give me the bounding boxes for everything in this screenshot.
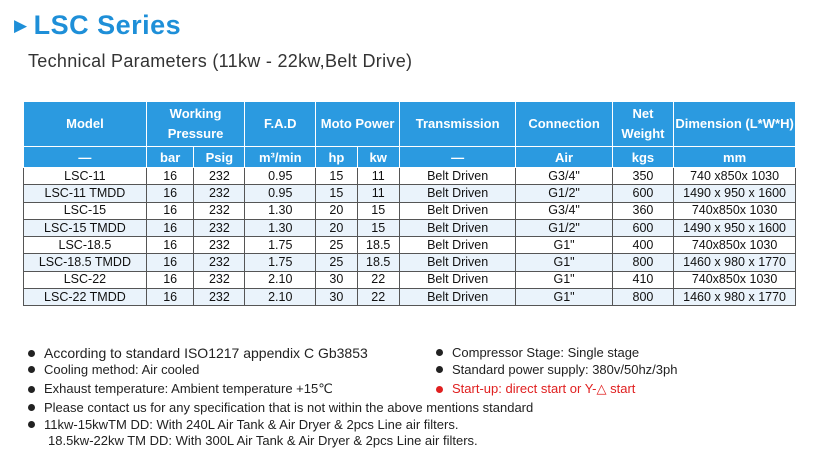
table-cell: 16	[146, 289, 194, 306]
unit-header: kw	[357, 147, 399, 168]
table-cell: 0.95	[245, 185, 316, 202]
table-cell: Belt Driven	[399, 219, 515, 236]
note-text: Standard power supply: 380v/50hz/3ph	[452, 362, 678, 377]
col-header-net-weight: Net Weight	[612, 102, 673, 147]
table-cell: 30	[316, 289, 357, 306]
unit-header: —	[24, 147, 147, 168]
table-cell: Belt Driven	[399, 202, 515, 219]
note-tank-large: 18.5kw-22kw TM DD: With 300L Air Tank & Air Dryer & 2pcs Line air filters.	[48, 433, 478, 448]
bullet-icon	[436, 366, 443, 373]
note-text: Please contact us for any specification that is not within the above mentions standard	[44, 400, 534, 415]
table-cell: 16	[146, 237, 194, 254]
col-header-moto-power: Moto Power	[316, 102, 400, 147]
table-cell: 232	[194, 237, 245, 254]
table-cell: 16	[146, 219, 194, 236]
table-cell: 16	[146, 271, 194, 288]
table-cell: G3/4"	[516, 202, 612, 219]
note-standard	[28, 345, 368, 361]
table-row	[24, 202, 796, 219]
table-cell: Belt Driven	[399, 185, 515, 202]
table-row	[24, 289, 796, 306]
table-cell: 1.75	[245, 237, 316, 254]
table-cell: G3/4"	[516, 168, 612, 185]
table-cell: 15	[316, 168, 357, 185]
note-text: According to standard ISO1217 appendix C Gb3853	[44, 345, 368, 361]
bullet-icon	[436, 349, 443, 356]
note-exhaust	[28, 381, 333, 397]
table-cell: LSC-18.5	[24, 237, 147, 254]
table-cell: G1"	[516, 289, 612, 306]
table-cell: 1490 x 950 x 1600	[674, 219, 796, 236]
note-text: Compressor Stage: Single stage	[452, 345, 640, 360]
table-row	[24, 168, 796, 185]
page-title	[14, 10, 181, 41]
table-cell: 18.5	[357, 237, 399, 254]
table-cell: 20	[316, 219, 357, 236]
table-cell: Belt Driven	[399, 237, 515, 254]
table-cell: 15	[357, 202, 399, 219]
table-cell: 22	[357, 289, 399, 306]
table-cell: 232	[194, 254, 245, 271]
table-cell: 25	[316, 254, 357, 271]
bullet-icon	[436, 386, 443, 393]
bullet-icon	[28, 386, 35, 393]
table-cell: 232	[194, 289, 245, 306]
bullet-icon	[28, 404, 35, 411]
note-stage	[436, 345, 639, 360]
note-cooling	[28, 362, 199, 377]
triangle-right-icon: ▶	[14, 15, 28, 35]
table-cell: 15	[316, 185, 357, 202]
table-cell: G1"	[516, 271, 612, 288]
table-cell: 740x850x 1030	[674, 271, 796, 288]
table-cell: Belt Driven	[399, 289, 515, 306]
table-cell: 350	[612, 168, 673, 185]
table-cell: 1.75	[245, 254, 316, 271]
table-cell: Belt Driven	[399, 168, 515, 185]
table-cell: 800	[612, 254, 673, 271]
note-tank-small	[28, 417, 458, 432]
table-cell: 30	[316, 271, 357, 288]
bullet-icon	[28, 350, 35, 357]
unit-header: hp	[316, 147, 357, 168]
table-cell: LSC-11 TMDD	[24, 185, 147, 202]
note-text: Exhaust temperature: Ambient temperature +15℃	[44, 381, 333, 396]
table-cell: 11	[357, 168, 399, 185]
table-cell: 410	[612, 271, 673, 288]
table-cell: 22	[357, 271, 399, 288]
table-cell: 11	[357, 185, 399, 202]
note-contact	[28, 400, 533, 415]
table-cell: 1460 x 980 x 1770	[674, 254, 796, 271]
table-cell: 800	[612, 289, 673, 306]
note-startup	[436, 381, 635, 397]
table-cell: 1490 x 950 x 1600	[674, 185, 796, 202]
col-header-model: Model	[24, 102, 147, 147]
col-header-connection: Connection	[516, 102, 612, 147]
table-cell: 2.10	[245, 271, 316, 288]
page-title-text: LSC Series	[33, 10, 182, 40]
spec-table	[23, 101, 796, 306]
table-cell: 232	[194, 185, 245, 202]
table-row	[24, 237, 796, 254]
unit-header: Air	[516, 147, 612, 168]
table-cell: 25	[316, 237, 357, 254]
table-cell: 16	[146, 185, 194, 202]
note-text: Cooling method: Air cooled	[44, 362, 200, 377]
table-cell: LSC-11	[24, 168, 147, 185]
table-cell: 1460 x 980 x 1770	[674, 289, 796, 306]
table-cell: G1"	[516, 254, 612, 271]
table-cell: Belt Driven	[399, 254, 515, 271]
table-cell: 15	[357, 219, 399, 236]
note-power-supply	[436, 362, 678, 377]
table-cell: 232	[194, 271, 245, 288]
col-header-transmission: Transmission	[399, 102, 515, 147]
table-cell: 20	[316, 202, 357, 219]
unit-header: bar	[146, 147, 194, 168]
table-cell: 232	[194, 219, 245, 236]
table-cell: LSC-18.5 TMDD	[24, 254, 147, 271]
unit-header: kgs	[612, 147, 673, 168]
table-cell: 1.30	[245, 202, 316, 219]
table-cell: 1.30	[245, 219, 316, 236]
unit-header: m³/min	[245, 147, 316, 168]
table-cell: 0.95	[245, 168, 316, 185]
table-cell: 740x850x 1030	[674, 202, 796, 219]
table-cell: LSC-22	[24, 271, 147, 288]
table-row	[24, 185, 796, 202]
table-cell: G1/2"	[516, 185, 612, 202]
table-cell: 232	[194, 202, 245, 219]
note-text: 11kw-15kwTM DD: With 240L Air Tank & Air Dryer & 2pcs Line air filters.	[44, 417, 459, 432]
table-cell: 740 x850x 1030	[674, 168, 796, 185]
table-cell: 400	[612, 237, 673, 254]
table-cell: G1"	[516, 237, 612, 254]
table-cell: Belt Driven	[399, 271, 515, 288]
table-cell: LSC-15	[24, 202, 147, 219]
col-header-working-pressure: Working Pressure	[146, 102, 244, 147]
table-cell: LSC-15 TMDD	[24, 219, 147, 236]
table-cell: 740x850x 1030	[674, 237, 796, 254]
table-cell: 16	[146, 168, 194, 185]
table-row	[24, 254, 796, 271]
table-cell: 600	[612, 219, 673, 236]
unit-header: —	[399, 147, 515, 168]
page-subtitle: Technical Parameters (11kw - 22kw,Belt Drive)	[28, 51, 413, 71]
table-row	[24, 271, 796, 288]
note-text: Start-up: direct start or Y-△ start	[452, 381, 636, 396]
bullet-icon	[28, 366, 35, 373]
table-cell: G1/2"	[516, 219, 612, 236]
table-cell: LSC-22 TMDD	[24, 289, 147, 306]
unit-header: Psig	[194, 147, 245, 168]
table-cell: 360	[612, 202, 673, 219]
table-cell: 600	[612, 185, 673, 202]
bullet-icon	[28, 421, 35, 428]
table-cell: 2.10	[245, 289, 316, 306]
table-cell: 16	[146, 254, 194, 271]
col-header-dimension: Dimension (L*W*H)	[674, 102, 796, 147]
table-cell: 232	[194, 168, 245, 185]
unit-header: mm	[674, 147, 796, 168]
table-cell: 16	[146, 202, 194, 219]
table-row	[24, 219, 796, 236]
table-cell: 18.5	[357, 254, 399, 271]
col-header-fad: F.A.D	[245, 102, 316, 147]
